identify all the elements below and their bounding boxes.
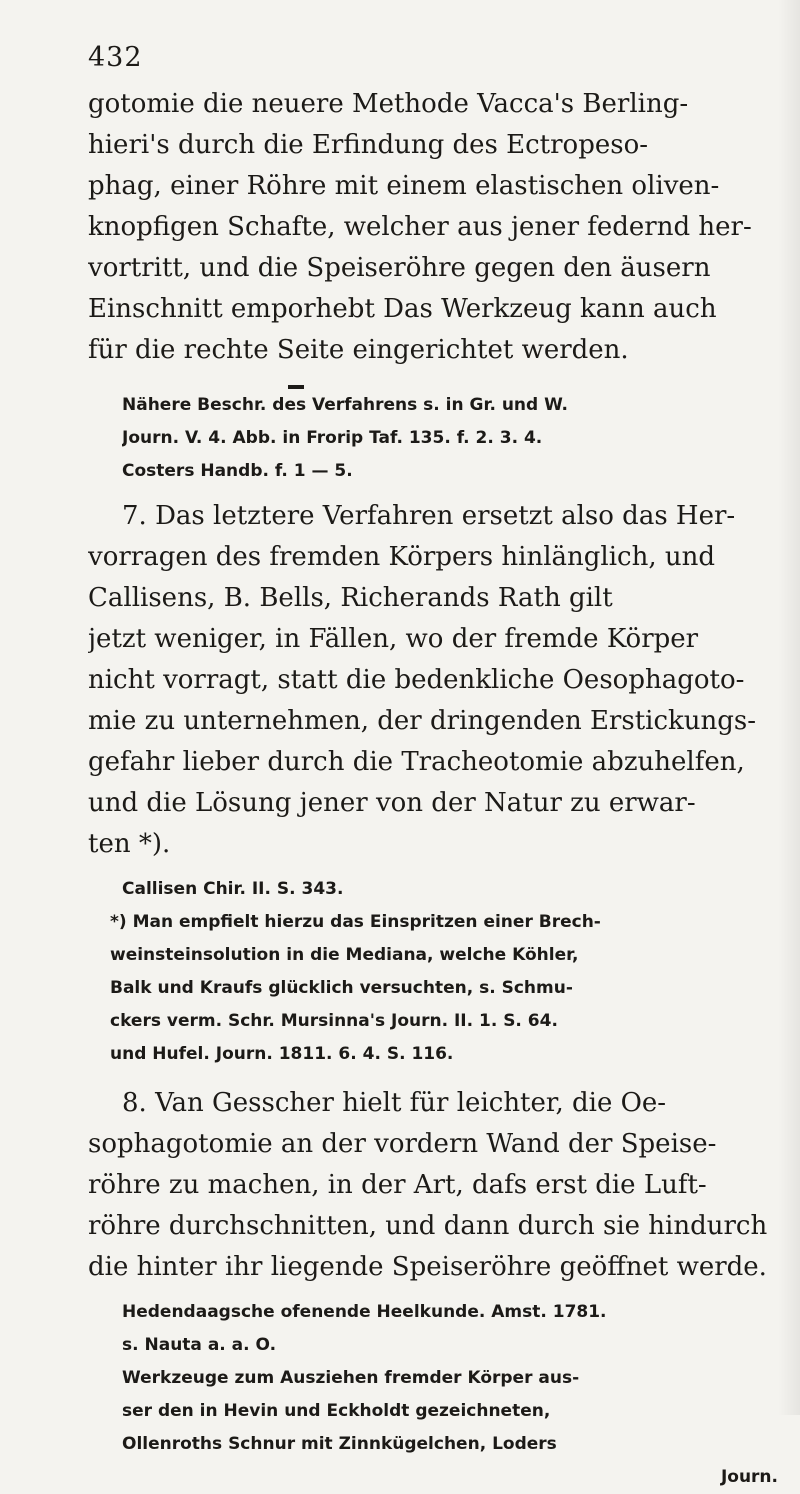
text-line: ten *). <box>88 829 171 859</box>
reference-note <box>88 873 788 906</box>
text-line: für die rechte Seite eingerichtet werden. <box>88 335 629 365</box>
text-line: knopfigen Schafte, welcher aus jener federnd her- <box>88 212 752 242</box>
text-line: mie zu unternehmen, der dringenden Erstickungs- <box>88 706 757 736</box>
note-line: Ollenroths Schnur mit Zinnkügelchen, Loders <box>122 1434 557 1454</box>
text-line: nicht vorragt, statt die bedenkliche Oesophagoto- <box>88 665 745 695</box>
text-line: vortritt, und die Speiseröhre gegen den äusern <box>88 253 711 283</box>
page-number: 432 <box>88 42 143 73</box>
text-line: röhre durchschnitten, und dann durch sie hindurch <box>88 1211 768 1241</box>
footnote-line: *) Man empfielt hierzu das Einspritzen einer Brech- <box>110 912 601 932</box>
text-line: jetzt weniger, in Fällen, wo der fremde Körper <box>88 624 699 654</box>
text-line: und die Lösung jener von der Natur zu erwar- <box>88 788 696 818</box>
paragraph-continuation <box>88 84 788 371</box>
text-line: gefahr lieber durch die Tracheotomie abzuhelfen, <box>88 747 745 777</box>
footnote <box>88 906 788 1071</box>
text-line: die hinter ihr liegende Speiseröhre geöffnet werde. <box>88 1252 767 1282</box>
text-block <box>88 84 788 1494</box>
reference-note <box>88 389 788 488</box>
text-line: gotomie die neuere Methode Vacca's Berling- <box>88 89 689 119</box>
note-line: Costers Handb. f. 1 — 5. <box>122 461 353 481</box>
footnote-line: Balk und Kraufs glücklich versuchten, s. Schmu- <box>110 978 573 998</box>
note-line: Hedendaagsche ofenende Heelkunde. Amst. 1781. <box>122 1302 607 1322</box>
text-line: phag, einer Röhre mit einem elastischen oliven- <box>88 171 720 201</box>
footnote-line: weinsteinsolution in die Mediana, welche Köhler, <box>110 945 579 965</box>
note-line: s. Nauta a. a. O. <box>122 1335 277 1355</box>
note-line: Nähere Beschr. des Verfahrens s. in Gr. und W. <box>122 395 568 415</box>
footnote-line: ckers verm. Schr. Mursinna's Journ. II. 1. S. 64. <box>110 1011 558 1031</box>
note-line: Werkzeuge zum Ausziehen fremder Körper aus- <box>122 1368 580 1388</box>
paragraph-7 <box>88 496 788 865</box>
text-line: vorragen des fremden Körpers hinlänglich, und <box>88 542 715 572</box>
citation-line: Callisen Chir. II. S. 343. <box>122 879 344 899</box>
note-line: ser den in Hevin und Eckholdt gezeichneten, <box>122 1401 551 1421</box>
text-line: 7. Das letztere Verfahren ersetzt also das Her- <box>122 501 736 531</box>
text-line: sophagotomie an der vordern Wand der Speise- <box>88 1129 717 1159</box>
footnote-line: und Hufel. Journ. 1811. 6. 4. S. 116. <box>110 1044 454 1064</box>
note-line: Journ. V. 4. Abb. in Frorip Taf. 135. f. 2. 3. 4. <box>122 428 543 448</box>
text-line: Callisens, B. Bells, Richerands Rath gilt <box>88 583 613 613</box>
paragraph-8 <box>88 1083 788 1288</box>
text-line: Einschnitt emporhebt Das Werkzeug kann auch <box>88 294 717 324</box>
text-line: 8. Van Gesscher hielt für leichter, die Oe- <box>122 1088 667 1118</box>
text-line: hieri's durch die Erfindung des Ectropeso- <box>88 130 649 160</box>
note-line: Journ. <box>720 1467 778 1487</box>
text-line: röhre zu machen, in der Art, dafs erst die Luft- <box>88 1170 707 1200</box>
reference-note <box>88 1296 788 1494</box>
